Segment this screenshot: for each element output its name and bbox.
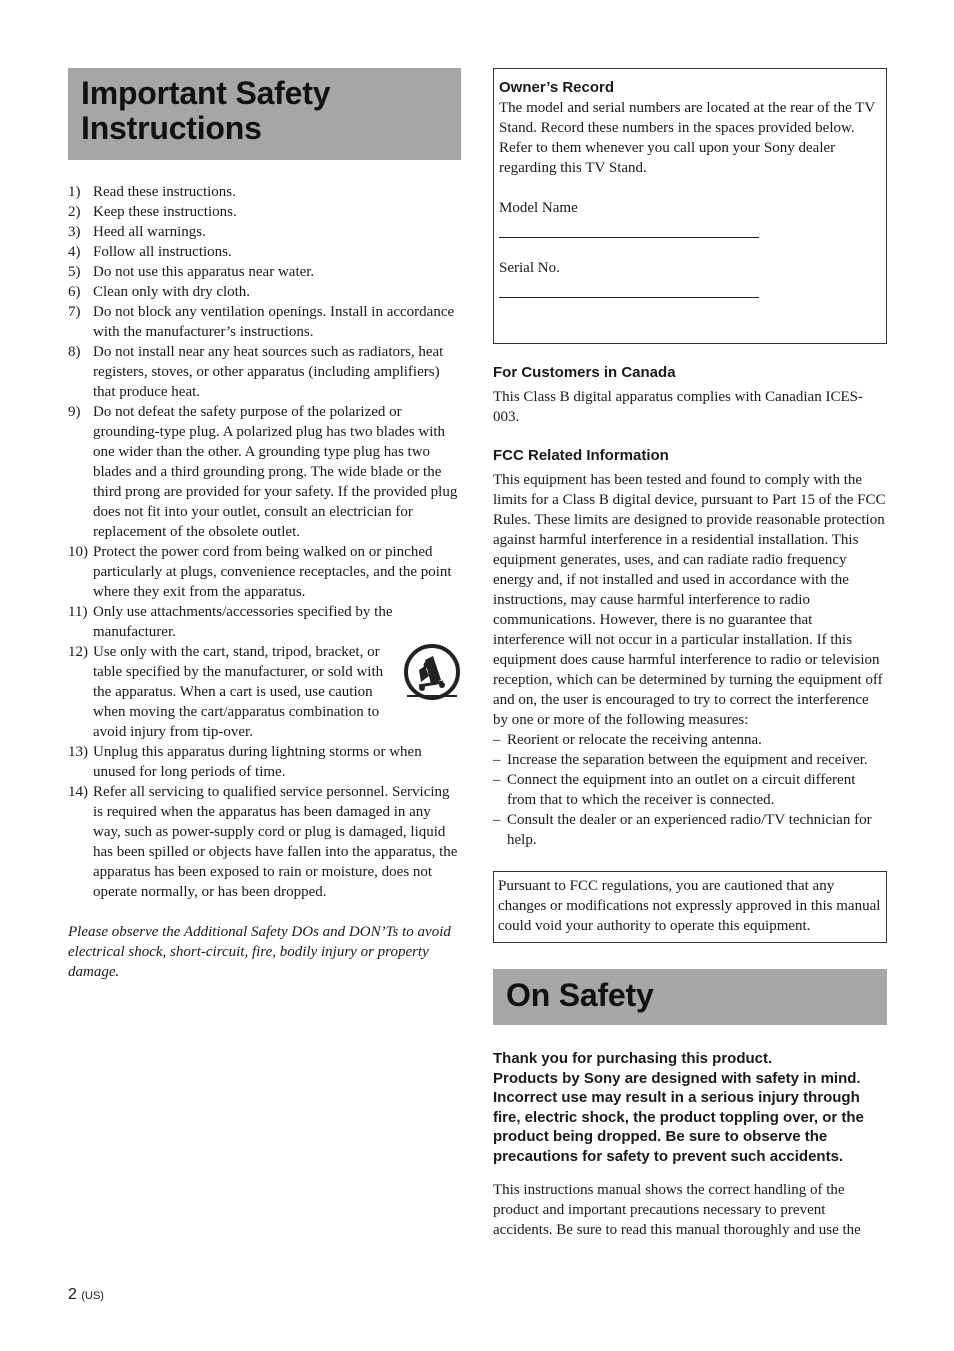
- title-line-2: Instructions: [81, 110, 262, 146]
- list-item: [68, 262, 461, 282]
- item-text: Protect the power cord from being walked on or pinched particularly at plugs, convenience receptacles, and the point where they exit from the apparatus.: [93, 544, 452, 600]
- canada-section: [493, 363, 887, 427]
- title-line-1: Important Safety: [81, 75, 331, 111]
- page-number-value: 2: [68, 1286, 77, 1303]
- list-item: [68, 642, 461, 742]
- dash: –: [493, 752, 501, 768]
- list-item: [68, 742, 461, 782]
- item-text: Do not defeat the safety purpose of the polarized or grounding-type plug. A polarized plug has two blades with one wider than the other. A grounding type plug has two blades and a third grounding prong. The wide blade or the third prong are provided for your safety. If the provided plug does not fit into your outlet, consult an electrician for replacement of the obsolete outlet.: [93, 404, 458, 540]
- measure-text: Reorient or relocate the receiving antenna.: [507, 732, 762, 748]
- list-item: [68, 182, 461, 202]
- list-item: [68, 222, 461, 242]
- list-item: [68, 302, 461, 342]
- item-text: Do not install near any heat sources such as radiators, heat registers, stoves, or other apparatus (including amplifiers) that produce heat.: [93, 344, 444, 400]
- item-text: Heed all warnings.: [93, 224, 206, 240]
- fcc-text: This equipment has been tested and found to comply with the limits for a Class B digital device, pursuant to Part 15 of the FCC Rules. These limits are designed to provide reasonable protection against harmful interference in a residential installation. This equipment generates, uses, and can radiate radio frequency energy and, if not installed and used in accordance with the instructions, may cause harmful interference to radio communications. However, there is no guarantee that interference will not occur in a particular installation. If this equipment does cause harmful interference to radio or television reception, which can be determined by turning the equipment off and on, the user is encouraged to try to correct the interference by one or more of the following measures:: [493, 472, 886, 728]
- item-number: 12): [68, 644, 88, 660]
- list-item: [68, 542, 461, 602]
- on-safety-title: On Safety: [506, 977, 654, 1013]
- page-number: [68, 1286, 104, 1304]
- additional-safety-note: Please observe the Additional Safety DOs and DON’Ts to avoid electrical shock, short-circuit, fire, bodily injury or property damage.: [68, 924, 451, 980]
- item-number: 5): [68, 264, 81, 280]
- item-number: 9): [68, 404, 81, 420]
- item-text: Refer all servicing to qualified service personnel. Servicing is required when the apparatus has been damaged in any way, such as power-supply cord or plug is damaged, liquid has been spilled or objects have fallen into the apparatus, the apparatus has been exposed to rain or moisture, does not operate normally, or has been dropped.: [93, 784, 458, 900]
- item-text: Read these instructions.: [93, 184, 236, 200]
- measure-text: Increase the separation between the equipment and receiver.: [507, 752, 868, 768]
- serial-no-label: Serial No.: [499, 260, 560, 276]
- on-safety-intro-line1: Thank you for purchasing this product.: [493, 1050, 773, 1067]
- item-text: Unplug this apparatus during lightning storms or when unused for long periods of time.: [93, 744, 422, 780]
- page-title: [81, 76, 448, 146]
- item-number: 14): [68, 784, 88, 800]
- item-number: 2): [68, 204, 81, 220]
- serial-no-line: [499, 297, 759, 298]
- owners-record-text: Refer to them whenever you call upon your Sony dealer regarding this TV Stand.: [499, 140, 836, 176]
- canada-text: This Class B digital apparatus complies with Canadian ICES-003.: [493, 389, 863, 425]
- item-number: 1): [68, 184, 81, 200]
- right-column: [493, 68, 887, 1240]
- on-safety-intro: [493, 1049, 887, 1166]
- dash: –: [493, 732, 501, 748]
- canada-heading: For Customers in Canada: [493, 364, 676, 381]
- item-number: 13): [68, 744, 88, 760]
- list-item: [68, 202, 461, 222]
- fcc-caution-box: Pursuant to FCC regulations, you are cautioned that any changes or modifications not expressly approved in this manual could void your authority to operate this equipment.: [493, 871, 887, 943]
- item-text: Do not block any ventilation openings. Install in accordance with the manufacturer’s instructions.: [93, 304, 455, 340]
- list-item: [493, 750, 887, 770]
- fcc-section: [493, 446, 887, 850]
- important-safety-title-bar: [68, 68, 461, 160]
- on-safety-body: This instructions manual shows the correct handling of the product and important precautions necessary to prevent accidents. Be sure to read this manual thoroughly and use the: [493, 1182, 861, 1238]
- list-item: [68, 342, 461, 402]
- item-number: 11): [68, 604, 88, 620]
- item-text: Follow all instructions.: [93, 244, 232, 260]
- list-item: [493, 730, 887, 750]
- item-text: Use only with the cart, stand, tripod, bracket, or table specified by the manufacturer, or sold with the apparatus. When a cart is used, use caution when moving the cart/apparatus combination to avoid injury from tip-over.: [93, 644, 384, 740]
- list-item: [493, 770, 887, 810]
- item-text: Do not use this apparatus near water.: [93, 264, 315, 280]
- list-item: [493, 810, 887, 850]
- measure-text: Connect the equipment into an outlet on a circuit different from that to which the receiver is connected.: [507, 772, 856, 808]
- item-text: Keep these instructions.: [93, 204, 237, 220]
- model-name-line: [499, 237, 759, 238]
- item-number: 8): [68, 344, 81, 360]
- list-item: [68, 282, 461, 302]
- fcc-heading: FCC Related Information: [493, 447, 669, 464]
- safety-instructions-list: [68, 182, 461, 902]
- owners-record-heading: Owner’s Record: [499, 79, 615, 96]
- left-column: [68, 68, 461, 997]
- on-safety-title-bar: [493, 969, 887, 1025]
- owners-record-box: [493, 68, 887, 344]
- list-item: [68, 782, 461, 902]
- item-number: 10): [68, 544, 88, 560]
- list-item: [68, 242, 461, 262]
- cart-tip-over-warning-icon: [403, 642, 461, 702]
- item-text: Clean only with dry cloth.: [93, 284, 251, 300]
- list-item: [68, 402, 461, 542]
- item-number: 3): [68, 224, 81, 240]
- item-number: 4): [68, 244, 81, 260]
- item-number: 6): [68, 284, 81, 300]
- item-text: Only use attachments/accessories specified by the manufacturer.: [93, 604, 393, 640]
- dash: –: [493, 772, 501, 788]
- dash: –: [493, 812, 501, 828]
- region-label: (US): [81, 1290, 104, 1302]
- measure-text: Consult the dealer or an experienced radio/TV technician for help.: [507, 812, 872, 848]
- model-name-label: Model Name: [499, 200, 578, 216]
- on-safety-intro-line2: Products by Sony are designed with safety in mind. Incorrect use may result in a serious injury through fire, electric shock, the product toppling over, or the product being dropped. Be sure to observe the precautions for safety to prevent such accidents.: [493, 1069, 864, 1165]
- fcc-measures-list: [493, 730, 887, 850]
- item-number: 7): [68, 304, 81, 320]
- owners-record-text: The model and serial numbers are located at the rear of the TV Stand. Record these numbers in the spaces provided below.: [499, 100, 875, 136]
- list-item: [68, 602, 461, 642]
